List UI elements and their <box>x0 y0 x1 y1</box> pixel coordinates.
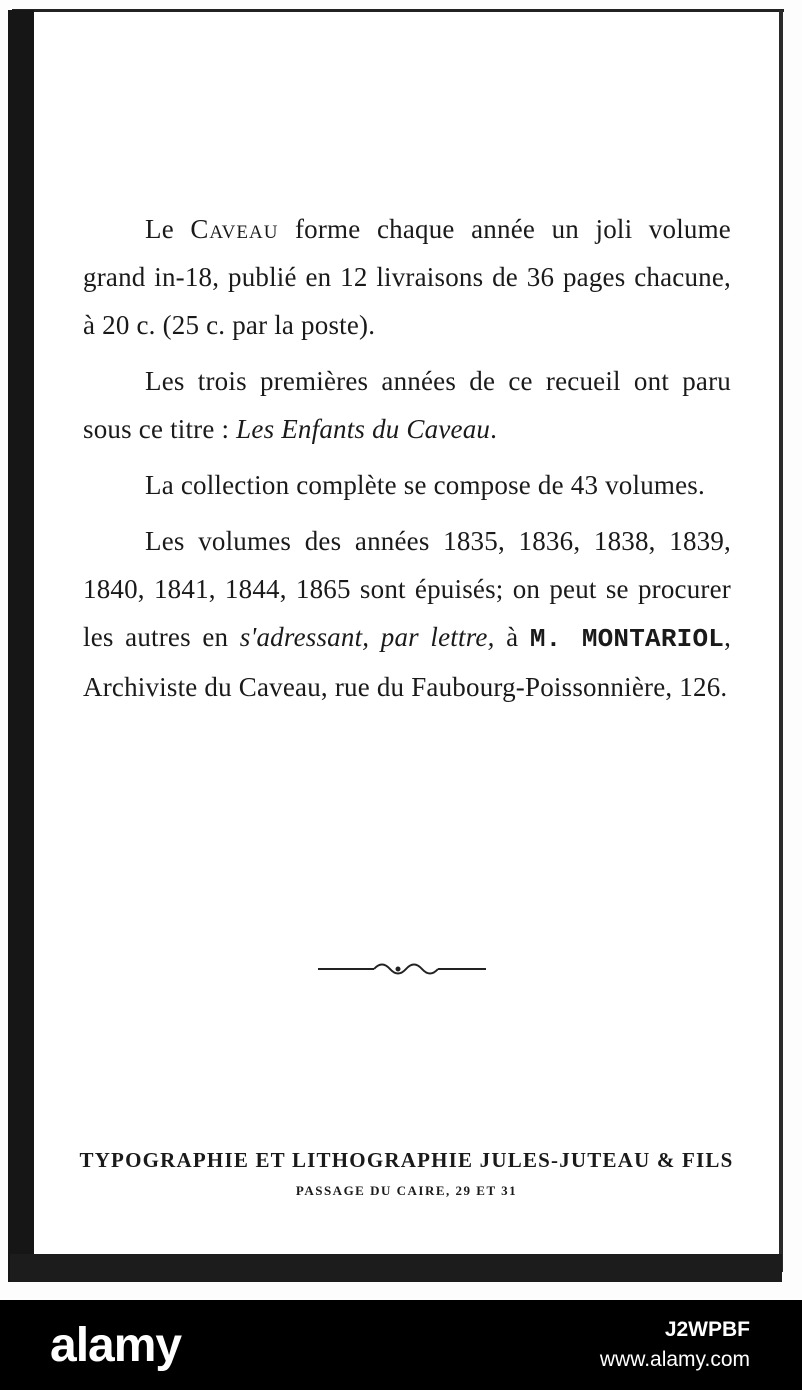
para-2-start: Les trois premières années de ce recueil ont paru sous ce titre : <box>83 366 731 444</box>
title-italic: Les Enfants du Caveau <box>236 414 491 444</box>
printer-address: PASSAGE DU CAIRE, 29 ET 31 <box>295 1183 518 1198</box>
paragraph-4 <box>83 517 731 711</box>
site-url: www.alamy.com <box>599 1348 750 1371</box>
para-4-middle: à <box>494 622 530 652</box>
frame-border-right <box>779 10 783 1272</box>
frame-border-bottom <box>10 1254 782 1282</box>
paragraph-1 <box>83 205 731 349</box>
para-4-end: , Archiviste du Caveau, rue du Faubourg-Poissonnière, 126. <box>83 622 732 702</box>
printer-credit: TYPOGRAPHIE ET LITHOGRAPHIE JULES-JUTEAU & FILS <box>79 1148 734 1172</box>
paragraph-2 <box>83 357 731 453</box>
para-3-text: La collection complète se compose de 43 volumes. <box>145 470 705 500</box>
body-text <box>83 205 731 719</box>
archivist-name: M. MONTARIOL <box>529 624 725 654</box>
instruction-italic: s'adressant, par lettre, <box>239 622 495 652</box>
para-1-start: Le <box>145 214 191 244</box>
para-4-start: Les volumes des années 1835, 1836, 1838, 1839, 1840, 1841, 1844, 1865 sont épuisés; on peut se procurer les autres en <box>83 526 731 652</box>
para-1-rest: forme chaque année un joli volume grand in-18, publié en 12 livraisons de 36 pages chacune, à 20 c. (25 c. par la poste). <box>83 214 731 340</box>
frame-border-left <box>8 10 34 1282</box>
alamy-logo: alamy <box>50 1319 182 1372</box>
watermark-banner <box>0 1300 802 1390</box>
paragraph-3 <box>83 461 731 509</box>
image-id: J2WPBF <box>664 1318 750 1341</box>
caveau-smallcaps: Caveau <box>190 214 279 244</box>
para-2-end: . <box>490 414 498 444</box>
ornament-divider-icon <box>316 958 488 980</box>
